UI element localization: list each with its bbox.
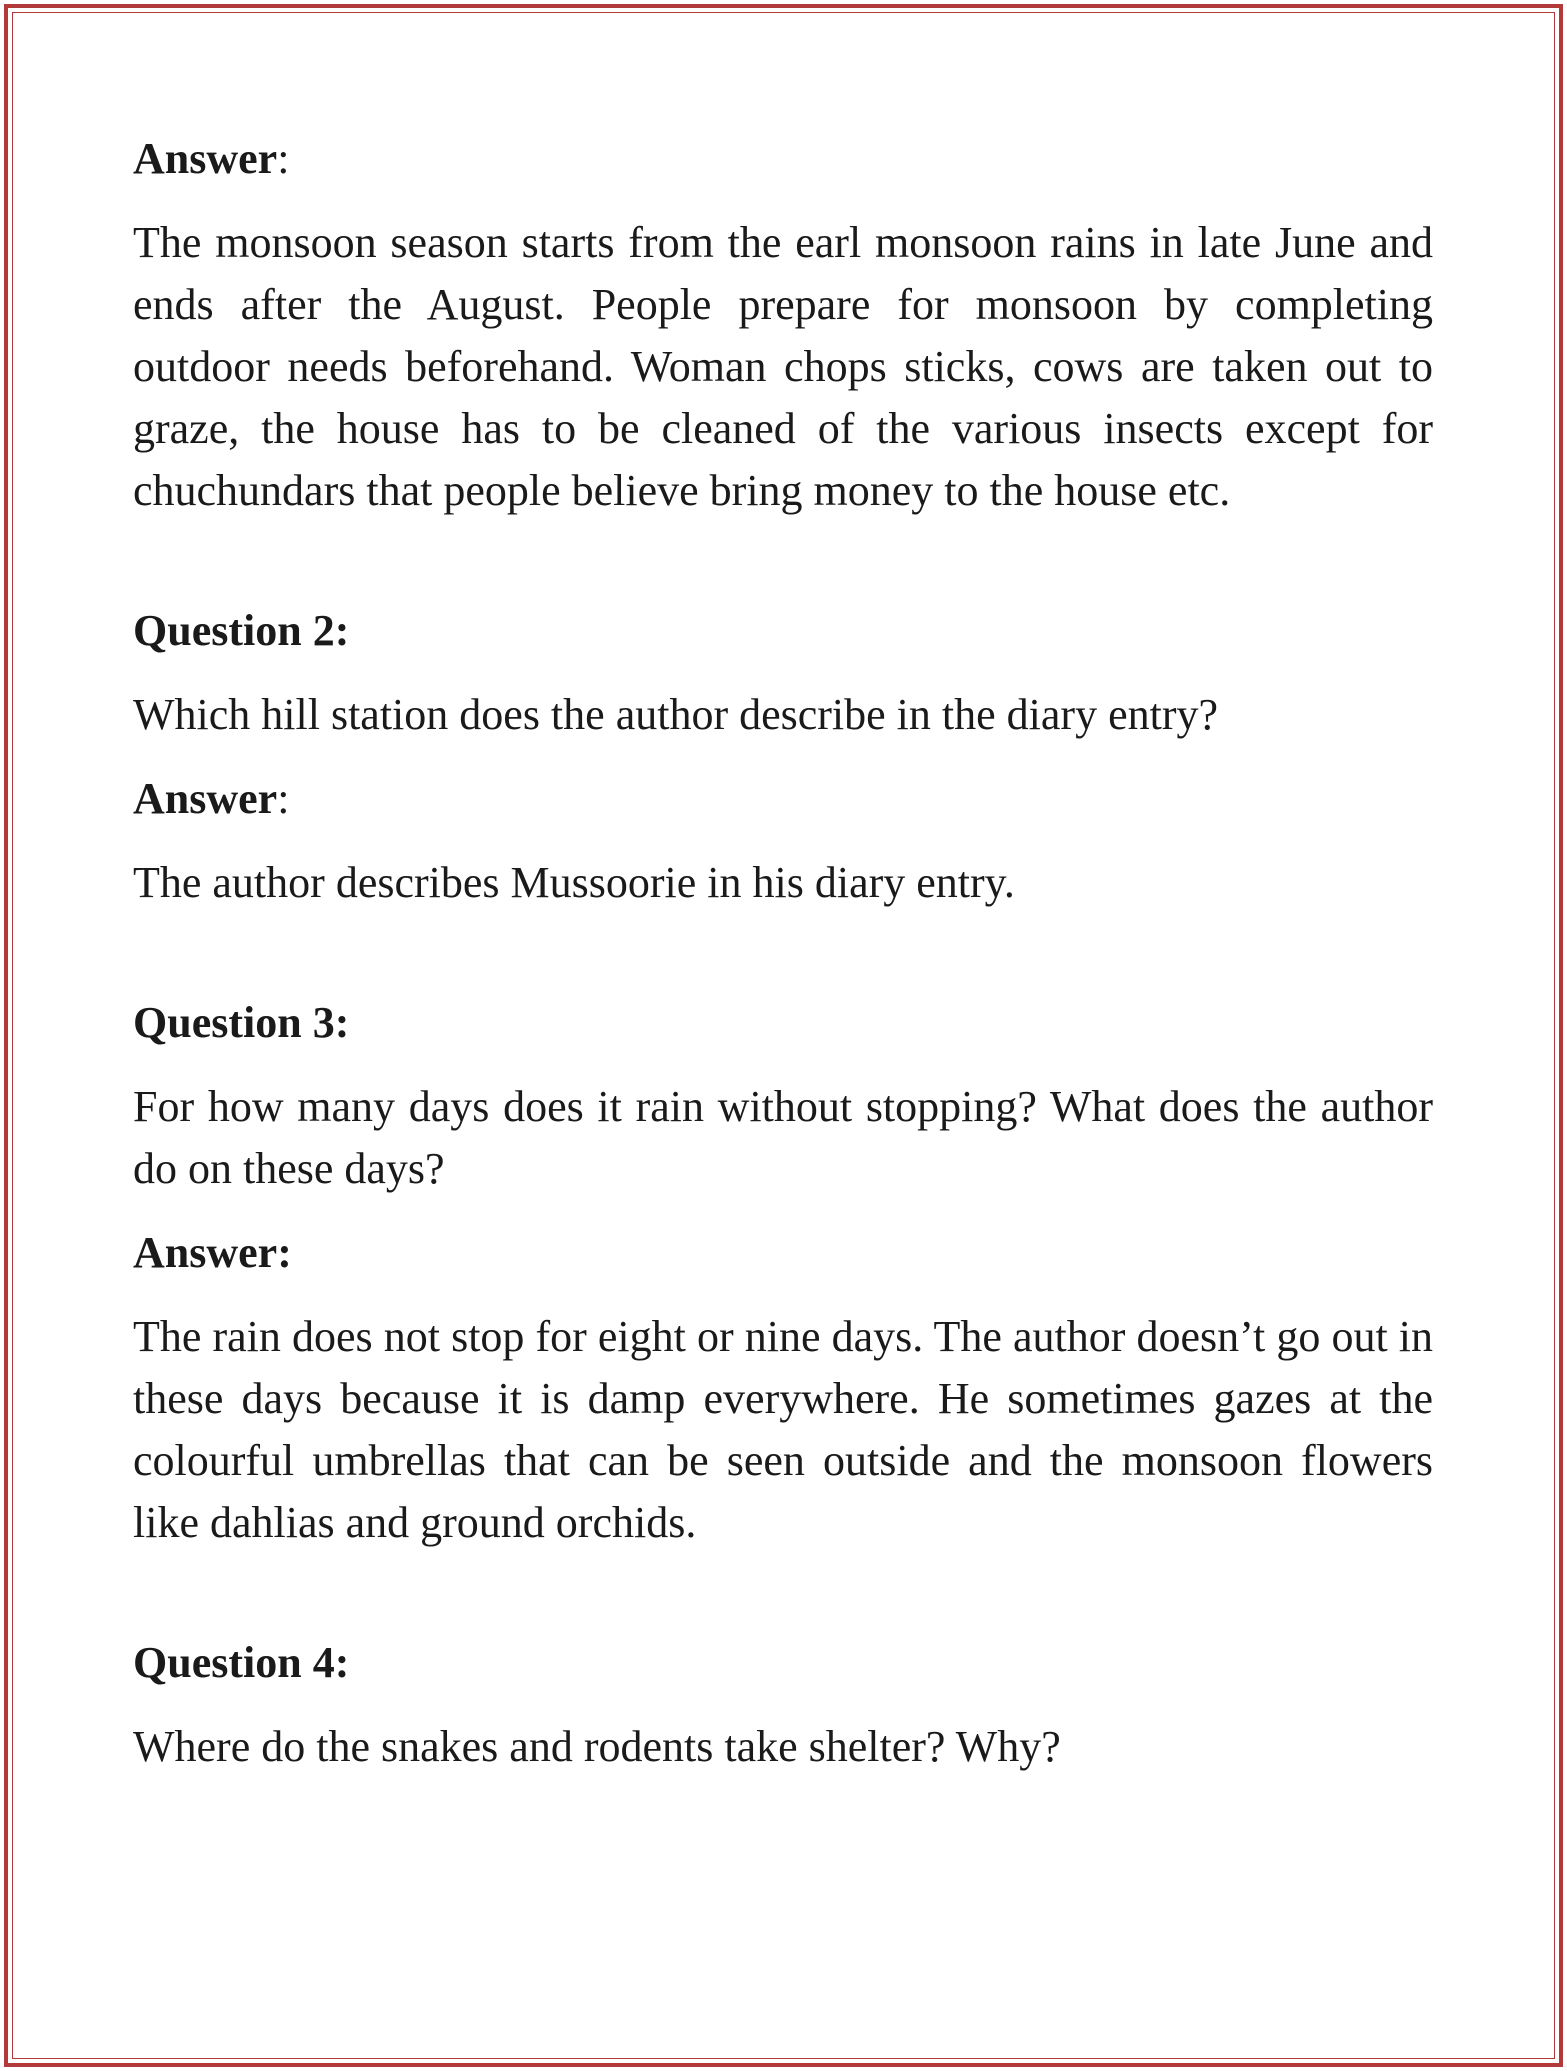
question-2-text: Which hill station does the author describe in the diary entry? (133, 690, 1219, 739)
answer-1-label: Answer: (133, 134, 290, 183)
answer-2-label: Answer: (133, 774, 290, 823)
question-4-label: Question 4: (133, 1638, 350, 1687)
answer-3-text: The rain does not stop for eight or nine days. The author doesn’t go out in these days because it is damp everywhere. He sometimes gazes at the colourful umbrellas that can be seen outside and the monsoon flowers like dahlias and ground orchids. (133, 1312, 1433, 1547)
question-3-text: For how many days does it rain without stopping? What does the author do on these days? (133, 1082, 1433, 1193)
question-4-text: Where do the snakes and rodents take shelter? Why? (133, 1722, 1061, 1771)
document-body (133, 128, 1433, 1778)
question-3-label: Question 3: (133, 998, 350, 1047)
answer-2-text: The author describes Mussoorie in his diary entry. (133, 858, 1015, 907)
answer-3-label: Answer: (133, 1228, 292, 1277)
answer-1-text: The monsoon season starts from the earl monsoon rains in late June and ends after the August. People prepare for monsoon by completing outdoor needs beforehand. Woman chops sticks, cows are taken out to graze, the house has to be cleaned of the various insects except for chuchundars that people believe bring money to the house etc. (133, 218, 1433, 515)
question-2-label: Question 2: (133, 606, 350, 655)
